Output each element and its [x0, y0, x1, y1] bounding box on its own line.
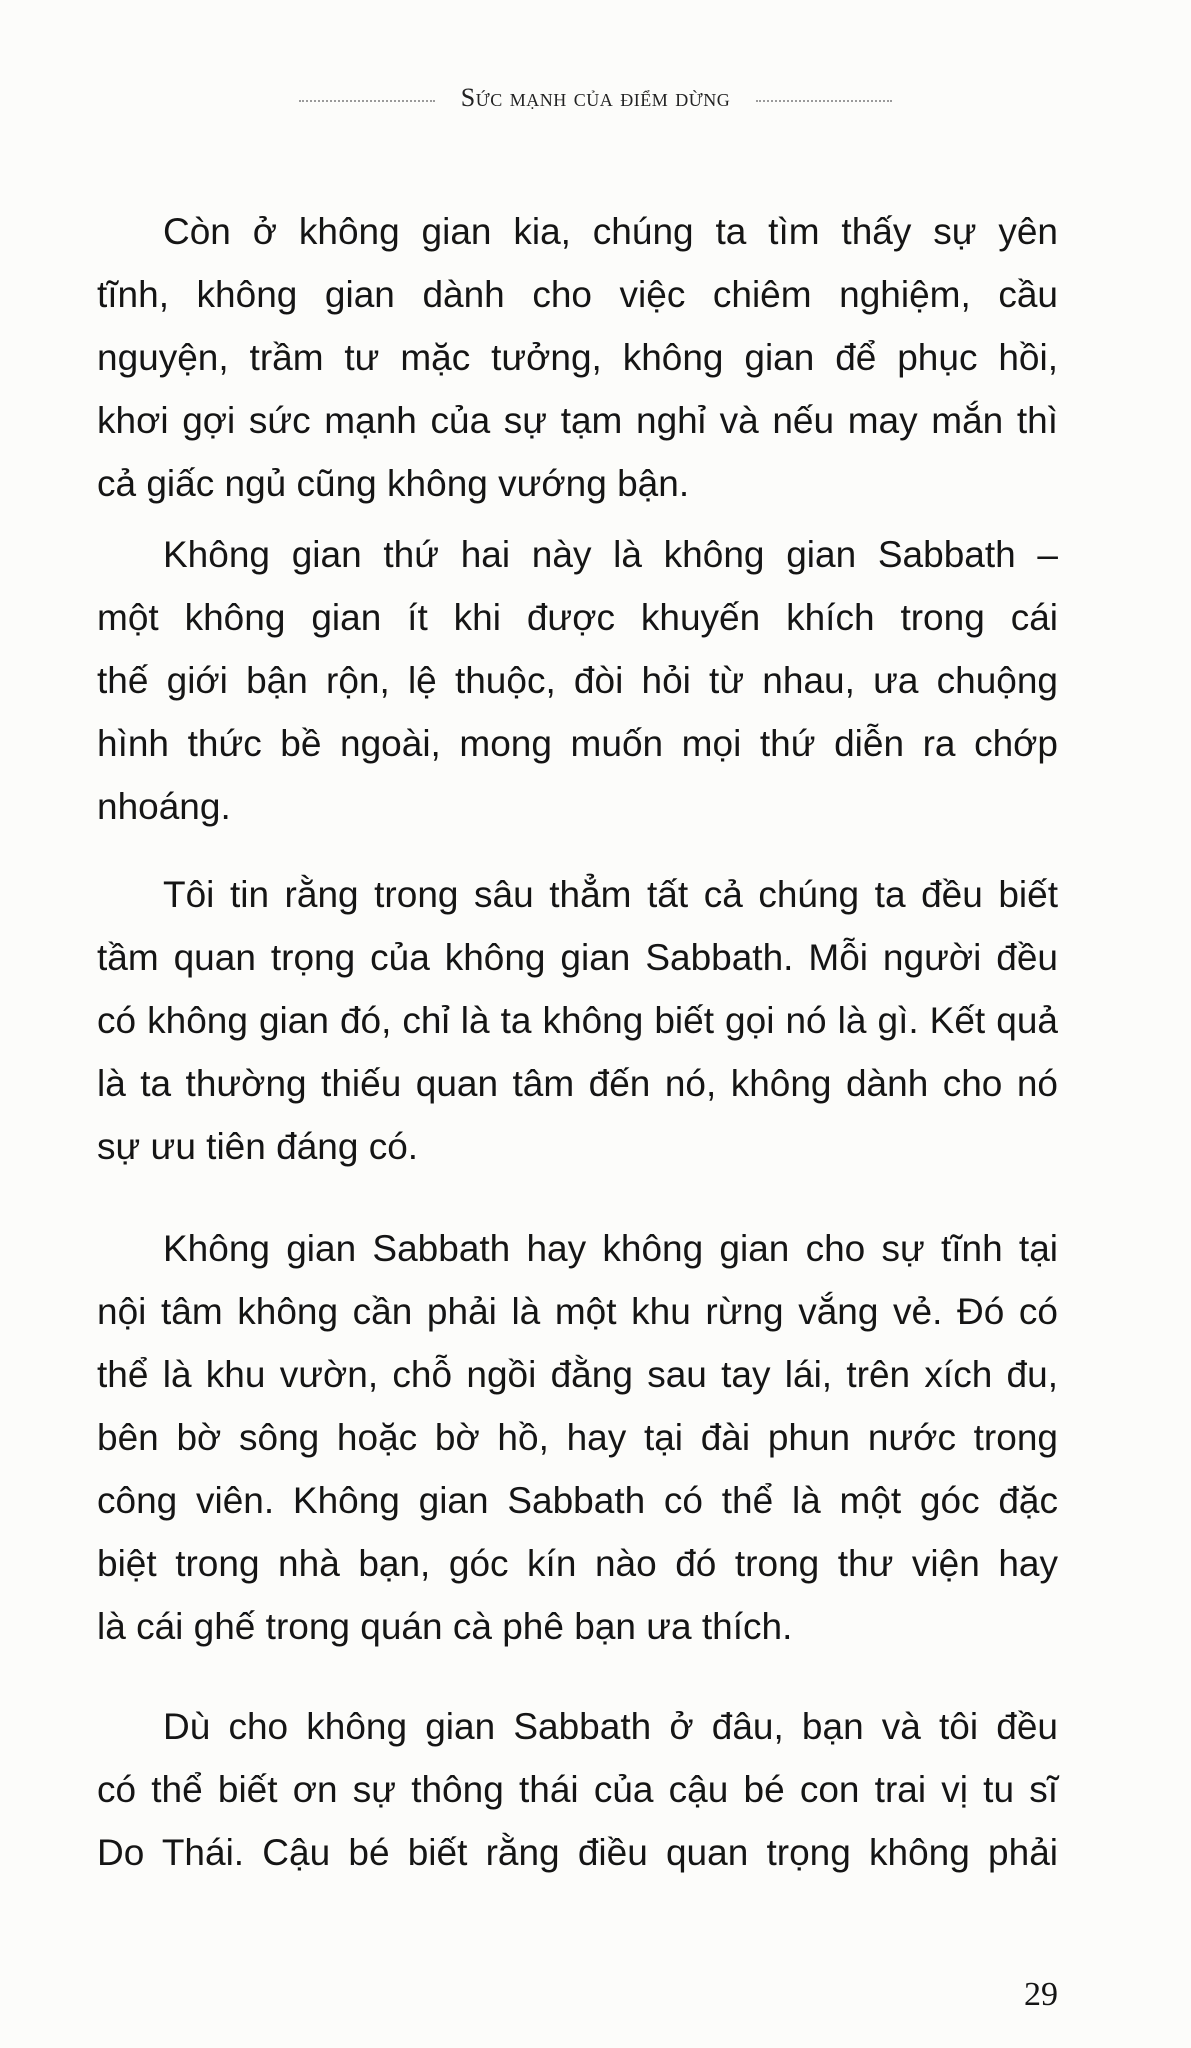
- text-line: Dù cho không gian Sabbath ở đâu, bạn và tôi đều: [163, 1706, 1058, 1747]
- text-line: hình thức bề ngoài, mong muốn mọi thứ diễn ra chớp: [97, 723, 1058, 764]
- text-line: một không gian ít khi được khuyến khích trong cái: [97, 597, 1058, 638]
- text-line: nguyện, trầm tư mặc tưởng, không gian để phục hồi,: [97, 337, 1058, 378]
- paragraph: [97, 1217, 1058, 1658]
- paragraph: [97, 1695, 1058, 1884]
- page-number: 29: [1024, 1976, 1058, 2013]
- paragraph: [97, 863, 1058, 1178]
- running-header: [0, 80, 1191, 116]
- text-line: Không gian Sabbath hay không gian cho sự tĩnh tại: [163, 1228, 1058, 1269]
- text-line: khơi gợi sức mạnh của sự tạm nghỉ và nếu may mắn thì: [97, 400, 1058, 441]
- decorative-rule-right: [756, 94, 892, 102]
- text-line: nội tâm không cần phải là một khu rừng vắng vẻ. Đó có: [97, 1291, 1058, 1332]
- text-line: Không gian thứ hai này là không gian Sabbath –: [163, 534, 1058, 575]
- text-line: tầm quan trọng của không gian Sabbath. Mỗi người đều: [97, 937, 1058, 978]
- text-line: là cái ghế trong quán cà phê bạn ưa thích.: [97, 1606, 793, 1647]
- text-line: công viên. Không gian Sabbath có thể là một góc đặc: [97, 1480, 1058, 1521]
- text-line: là ta thường thiếu quan tâm đến nó, không dành cho nó: [97, 1063, 1058, 1104]
- text-line: nhoáng.: [97, 786, 231, 827]
- decorative-rule-left: [299, 94, 435, 102]
- text-line: cả giấc ngủ cũng không vướng bận.: [97, 463, 690, 504]
- text-line: tĩnh, không gian dành cho việc chiêm nghiệm, cầu: [97, 274, 1058, 315]
- running-title: Sức mạnh của điểm dừng: [460, 83, 731, 112]
- text-line: Còn ở không gian kia, chúng ta tìm thấy sự yên: [163, 211, 1058, 252]
- text-line: bên bờ sông hoặc bờ hồ, hay tại đài phun nước trong: [97, 1417, 1058, 1458]
- text-line: Do Thái. Cậu bé biết rằng điều quan trọng không phải: [97, 1832, 1058, 1873]
- text-line: có thể biết ơn sự thông thái của cậu bé con trai vị tu sĩ: [97, 1769, 1058, 1810]
- text-line: thể là khu vườn, chỗ ngồi đằng sau tay lái, trên xích đu,: [97, 1354, 1058, 1395]
- paragraph: [97, 523, 1058, 838]
- text-line: có không gian đó, chỉ là ta không biết gọi nó là gì. Kết quả: [97, 1000, 1058, 1041]
- text-line: Tôi tin rằng trong sâu thẳm tất cả chúng ta đều biết: [163, 874, 1058, 915]
- text-line: biệt trong nhà bạn, góc kín nào đó trong thư viện hay: [97, 1543, 1058, 1584]
- text-line: sự ưu tiên đáng có.: [97, 1126, 419, 1167]
- paragraph: [97, 200, 1058, 515]
- text-line: thế giới bận rộn, lệ thuộc, đòi hỏi từ nhau, ưa chuộng: [97, 660, 1058, 701]
